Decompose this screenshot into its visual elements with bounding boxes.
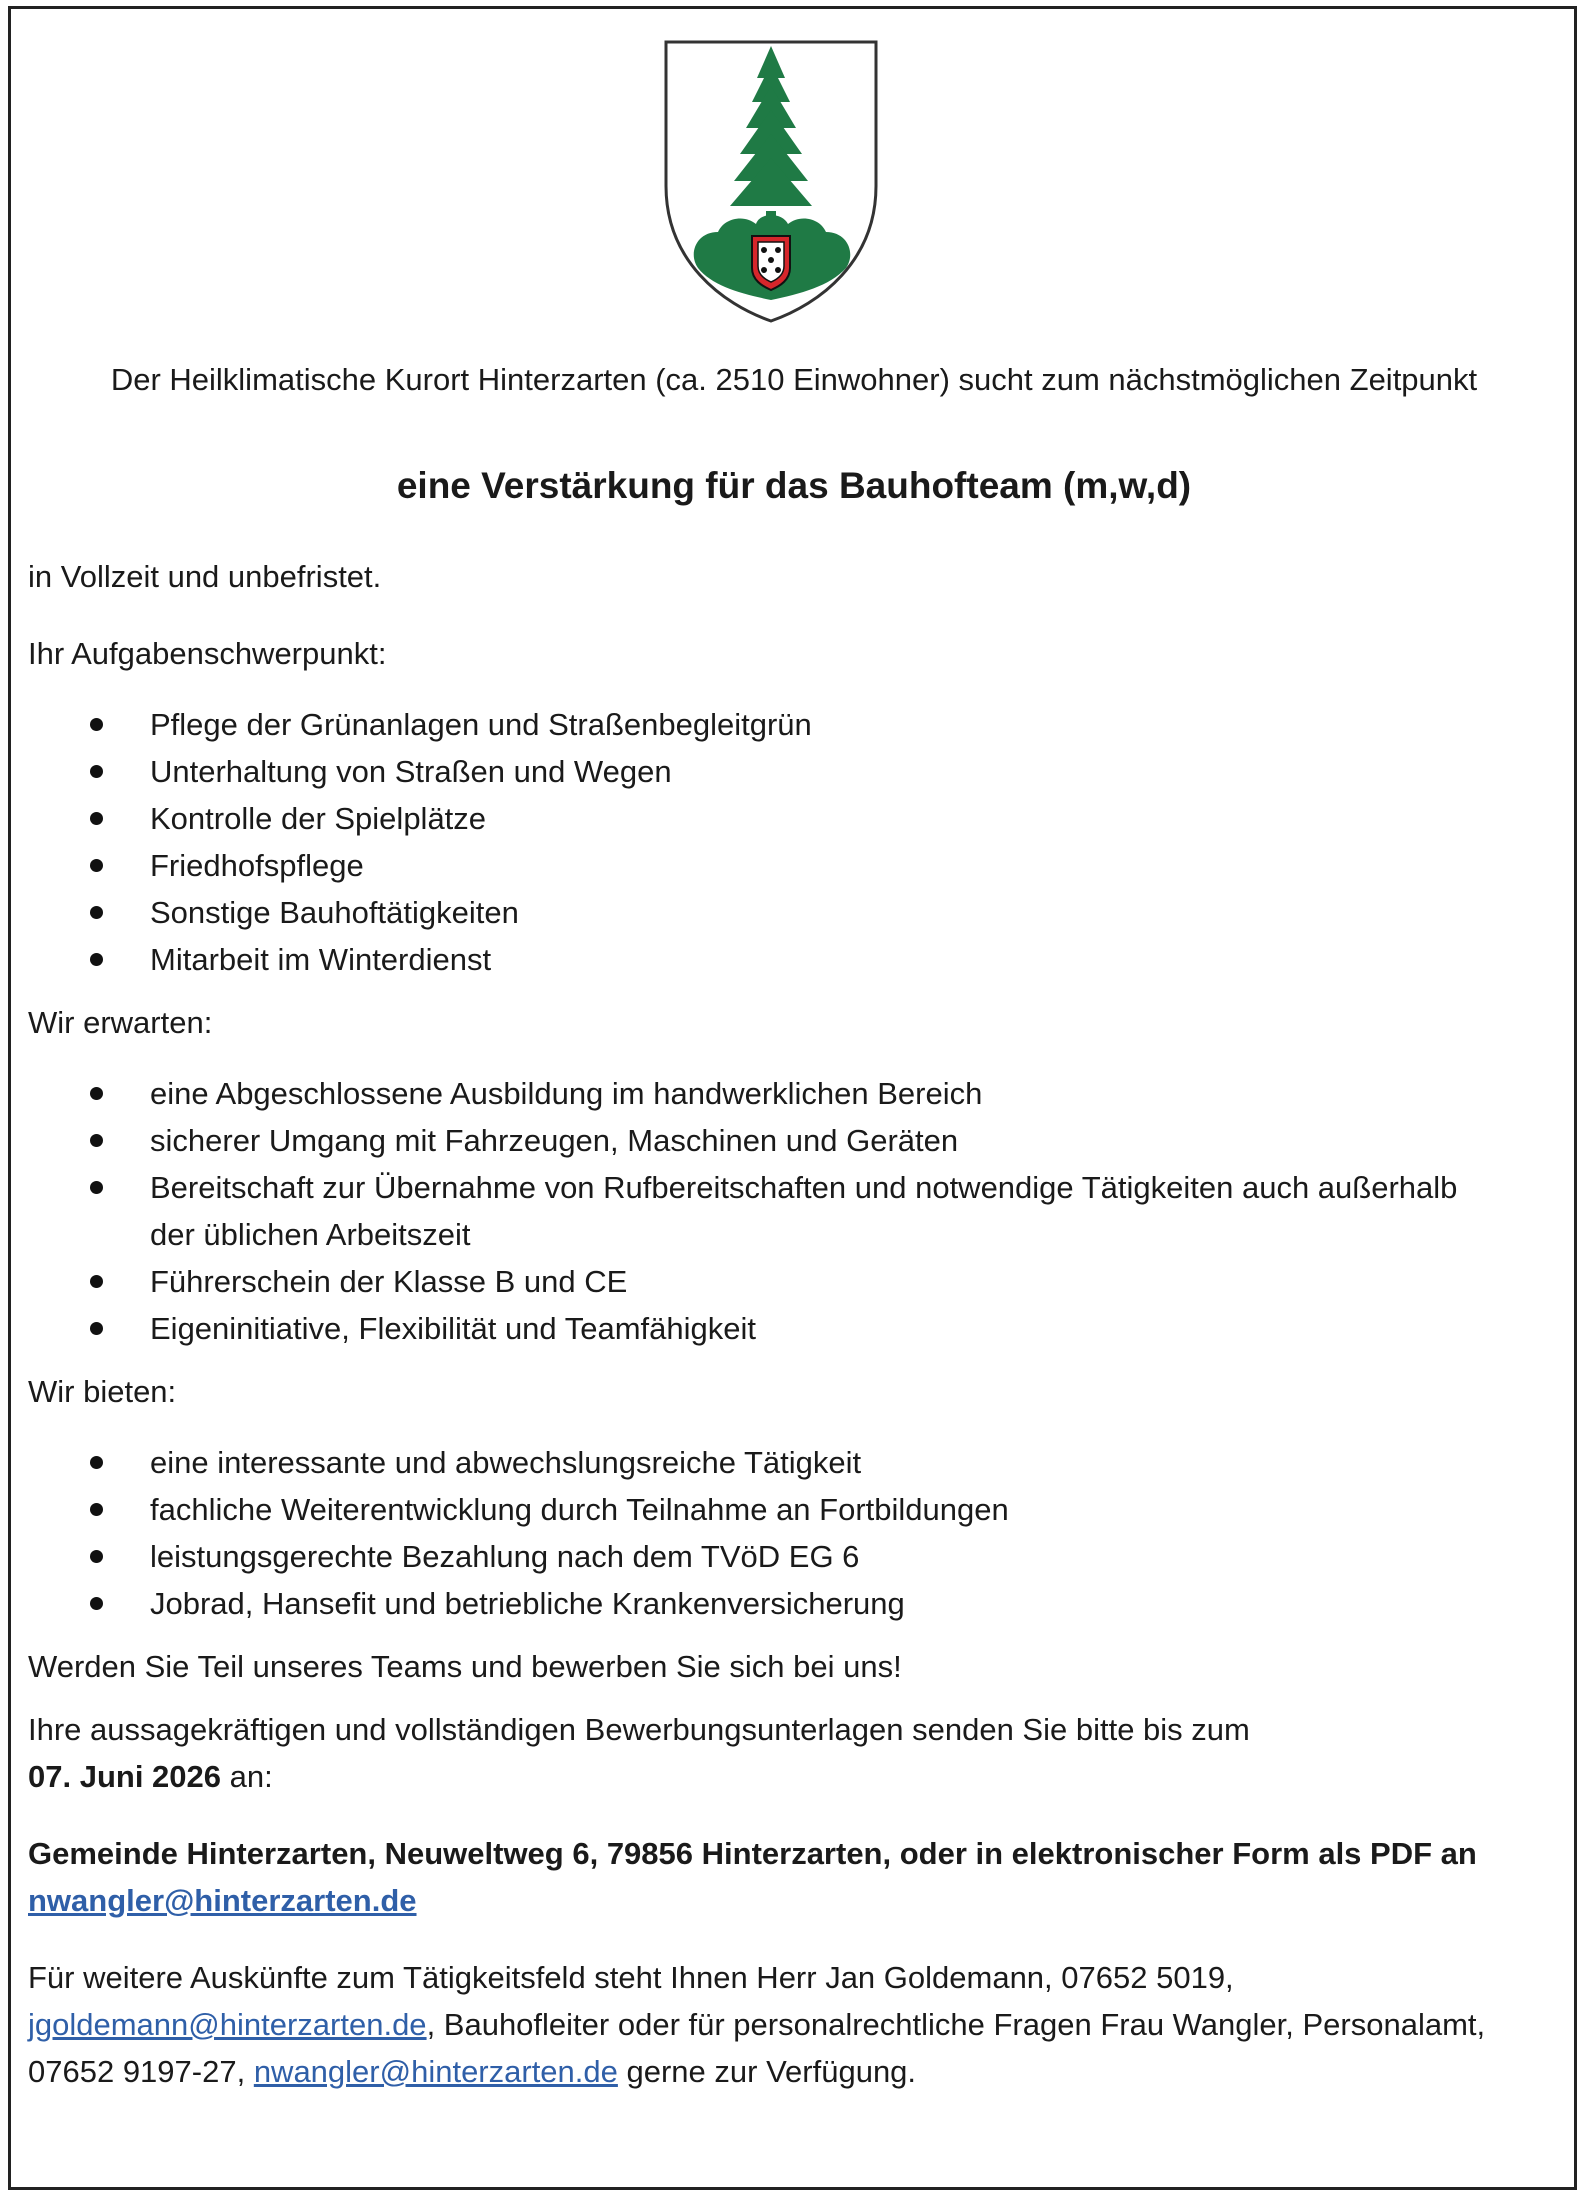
list-item: Führerschein der Klasse B und CE bbox=[28, 1258, 1558, 1305]
list-item: Kontrolle der Spielplätze bbox=[28, 795, 1558, 842]
offers-list bbox=[28, 1439, 1558, 1627]
tasks-heading: Ihr Aufgabenschwerpunkt: bbox=[28, 636, 387, 671]
list-item: fachliche Weiterentwicklung durch Teilnahme an Fortbildungen bbox=[28, 1486, 1558, 1533]
employment-type: in Vollzeit und unbefristet. bbox=[28, 559, 382, 594]
list-item: Friedhofspflege bbox=[28, 842, 1558, 889]
bullet-icon bbox=[90, 765, 103, 778]
bullet-icon bbox=[90, 1597, 103, 1610]
main-content bbox=[28, 553, 1558, 2095]
bullet-icon bbox=[90, 1503, 103, 1516]
list-item: Unterhaltung von Straßen und Wegen bbox=[28, 748, 1558, 795]
offers-heading: Wir bieten: bbox=[28, 1374, 177, 1409]
bullet-icon bbox=[90, 953, 103, 966]
bullet-icon bbox=[90, 1087, 103, 1100]
deadline-text: Ihre aussagekräftigen und vollständigen Bewerbungsunterlagen senden Sie bitte bis zum bbox=[28, 1712, 1250, 1747]
expectations-list bbox=[28, 1070, 1558, 1352]
call-to-action: Werden Sie Teil unseres Teams und bewerben Sie sich bei uns! bbox=[28, 1649, 902, 1684]
address-paragraph bbox=[28, 1830, 1558, 1924]
contact-text-1: Für weitere Auskünfte zum Tätigkeitsfeld steht Ihnen Herr Jan Goldemann, 07652 5019, bbox=[28, 1960, 1234, 1995]
goldemann-email-link[interactable]: jgoldemann@hinterzarten.de bbox=[28, 2007, 427, 2042]
wangler-email-link[interactable]: nwangler@hinterzarten.de bbox=[253, 2054, 618, 2089]
contact-text-3: gerne zur Verfügung. bbox=[617, 2054, 917, 2089]
intro-text: Der Heilklimatische Kurort Hinterzarten (ca. 2510 Einwohner) sucht zum nächstmöglichen Zeitpunkt bbox=[110, 362, 1478, 397]
bullet-icon bbox=[90, 1456, 103, 1469]
bullet-icon bbox=[90, 859, 103, 872]
bullet-icon bbox=[90, 812, 103, 825]
list-item: Bereitschaft zur Übernahme von Rufbereitschaften und notwendige Tätigkeiten auch außerhalb der üblichen Arbeitszeit bbox=[28, 1164, 1558, 1258]
list-item: eine Abgeschlossene Ausbildung im handwerklichen Bereich bbox=[28, 1070, 1558, 1117]
list-item: leistungsgerechte Bezahlung nach dem TVöD EG 6 bbox=[28, 1533, 1558, 1580]
expectations-heading: Wir erwarten: bbox=[28, 1005, 213, 1040]
list-item: Jobrad, Hansefit und betriebliche Krankenversicherung bbox=[28, 1580, 1558, 1627]
deadline-suffix: an: bbox=[221, 1759, 273, 1794]
list-item: Sonstige Bauhoftätigkeiten bbox=[28, 889, 1558, 936]
contact-text-2: , Bauhofleiter oder für personalrechtliche Fragen Frau Wangler, Personalamt, 07652 9197-27, bbox=[28, 2007, 1486, 2089]
application-email-link[interactable]: nwangler@hinterzarten.de bbox=[28, 1883, 417, 1918]
contact-paragraph bbox=[28, 1954, 1558, 2095]
bullet-icon bbox=[90, 718, 103, 731]
list-item: Eigeninitiative, Flexibilität und Teamfähigkeit bbox=[28, 1305, 1558, 1352]
bullet-icon bbox=[90, 1134, 103, 1147]
list-item: eine interessante und abwechslungsreiche Tätigkeit bbox=[28, 1439, 1558, 1486]
job-title: eine Verstärkung für das Bauhofteam (m,w,d) bbox=[396, 465, 1192, 506]
tasks-list bbox=[28, 701, 1558, 983]
list-item: sicherer Umgang mit Fahrzeugen, Maschinen und Geräten bbox=[28, 1117, 1558, 1164]
coat-of-arms-logo bbox=[660, 36, 882, 326]
bullet-icon bbox=[90, 1181, 103, 1194]
bullet-icon bbox=[90, 906, 103, 919]
bullet-icon bbox=[90, 1322, 103, 1335]
deadline-date: 07. Juni 2026 bbox=[28, 1759, 222, 1794]
list-item: Pflege der Grünanlagen und Straßenbegleitgrün bbox=[28, 701, 1558, 748]
address-text: Gemeinde Hinterzarten, Neuweltweg 6, 79856 Hinterzarten, oder in elektronischer Form als PDF an bbox=[28, 1836, 1477, 1871]
bullet-icon bbox=[90, 1550, 103, 1563]
list-item: Mitarbeit im Winterdienst bbox=[28, 936, 1558, 983]
bullet-icon bbox=[90, 1275, 103, 1288]
deadline-paragraph bbox=[28, 1706, 1558, 1800]
